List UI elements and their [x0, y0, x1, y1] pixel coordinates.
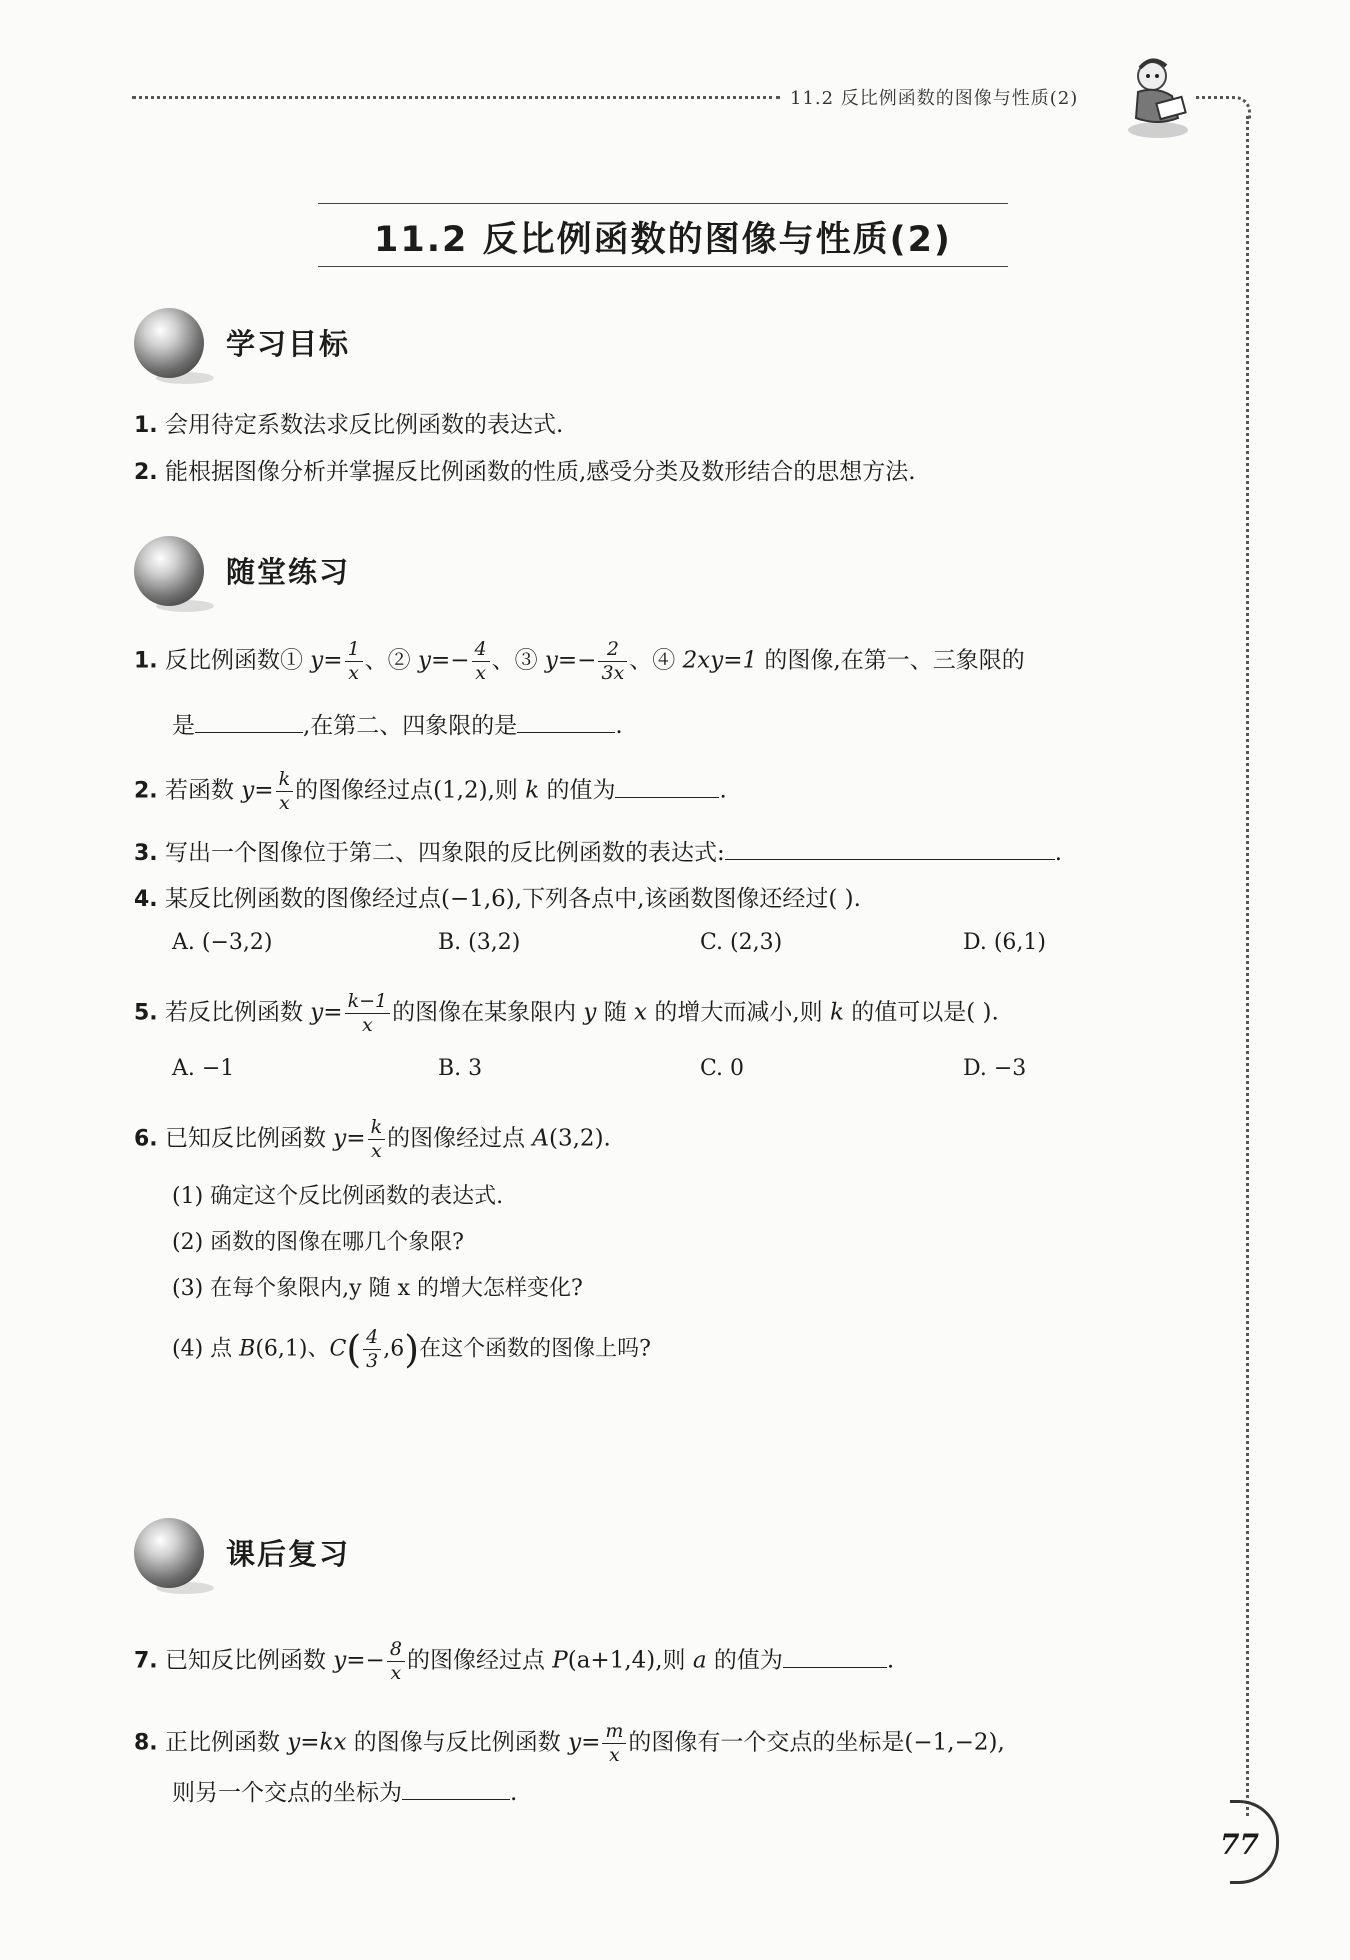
page-number: 77 [1220, 1828, 1259, 1861]
goal-item: 1. 会用待定系数法求反比例函数的表达式. [134, 412, 564, 438]
option-c[interactable]: C. 0 [700, 1056, 745, 1081]
question-7: 7. 已知反比例函数 y=− $\frac{8}{x}$ 的图像经过点 P(a+1,4),则 a 的值为 . [134, 1638, 895, 1684]
option-c[interactable]: C. (2,3) [700, 930, 783, 955]
margin-dotted-rule [1246, 116, 1249, 1816]
answer-blank[interactable] [725, 858, 1055, 860]
answer-blank[interactable] [195, 731, 303, 733]
title-rule-bottom [318, 266, 1008, 267]
globe-icon [134, 1518, 204, 1588]
question-8: 8. 正比例函数 y=kx 的图像与反比例函数 y= $\frac{m}{x}$ 的图像有一个交点的坐标是(−1,−2), [134, 1720, 1005, 1766]
reading-boy-mascot-icon [1122, 52, 1194, 142]
question-3: 3. 写出一个图像位于第二、四象限的反比例函数的表达式: . [134, 840, 1063, 866]
header-dotted-corner [1196, 96, 1251, 119]
option-b[interactable]: B. (3,2) [438, 930, 521, 955]
question-8-line-2: 则另一个交点的坐标为 . [172, 1780, 518, 1806]
globe-icon [134, 536, 204, 606]
question-1-line-2: 是 ,在第二、四象限的是 . [172, 713, 623, 739]
globe-icon [134, 308, 204, 378]
section-title: 课后复习 [226, 1537, 351, 1571]
question-2: 2. 若函数 y= $\frac{k}{x}$ 的图像经过点(1,2),则 k 的值为 . [134, 768, 727, 814]
sub-question: (1) 确定这个反比例函数的表达式. [172, 1184, 504, 1209]
header-dotted-rule [132, 96, 780, 99]
question-4: 4. 某反比例函数的图像经过点(−1,6),下列各点中,该函数图像还经过( ). [134, 886, 861, 912]
question-1: 1. 反比例函数① y= $\frac{1}{x}$ 、② y=− $\frac{4}{x}$ 、③ y=− $\frac{2}{3x}$ 、④ 2xy=1 的图像,在第一、三象限的 [134, 638, 1025, 684]
sub-question: (3) 在每个象限内,y 随 x 的增大怎样变化? [172, 1276, 583, 1301]
section-title: 随堂练习 [226, 555, 351, 589]
page-title: 11.2 反比例函数的图像与性质(2) [374, 220, 952, 260]
running-header: 11.2 反比例函数的图像与性质(2) [790, 88, 1079, 109]
sub-question: (2) 函数的图像在哪几个象限? [172, 1230, 464, 1255]
answer-blank[interactable] [402, 1798, 510, 1800]
answer-blank[interactable] [783, 1666, 887, 1668]
option-a[interactable]: A. −1 [172, 1056, 235, 1081]
question-5: 5. 若反比例函数 y= $\frac{k-1}{x}$ 的图像在某象限内 y 随 x 的增大而减小,则 k 的值可以是( ). [134, 990, 999, 1036]
answer-blank[interactable] [517, 731, 615, 733]
option-d[interactable]: D. (6,1) [963, 930, 1046, 955]
sub-question: (4) 点 B(6,1)、C( $\frac{4}{3}$ ,6)在这个函数的图像上吗? [172, 1326, 651, 1372]
title-rule-top [318, 203, 1008, 204]
question-6: 6. 已知反比例函数 y= $\frac{k}{x}$ 的图像经过点 A(3,2). [134, 1116, 611, 1162]
option-b[interactable]: B. 3 [438, 1056, 483, 1081]
section-title: 学习目标 [226, 327, 351, 361]
option-a[interactable]: A. (−3,2) [172, 930, 273, 955]
goal-item: 2. 能根据图像分析并掌握反比例函数的性质,感受分类及数形结合的思想方法. [134, 459, 916, 485]
answer-blank[interactable] [615, 796, 719, 798]
option-d[interactable]: D. −3 [963, 1056, 1027, 1081]
